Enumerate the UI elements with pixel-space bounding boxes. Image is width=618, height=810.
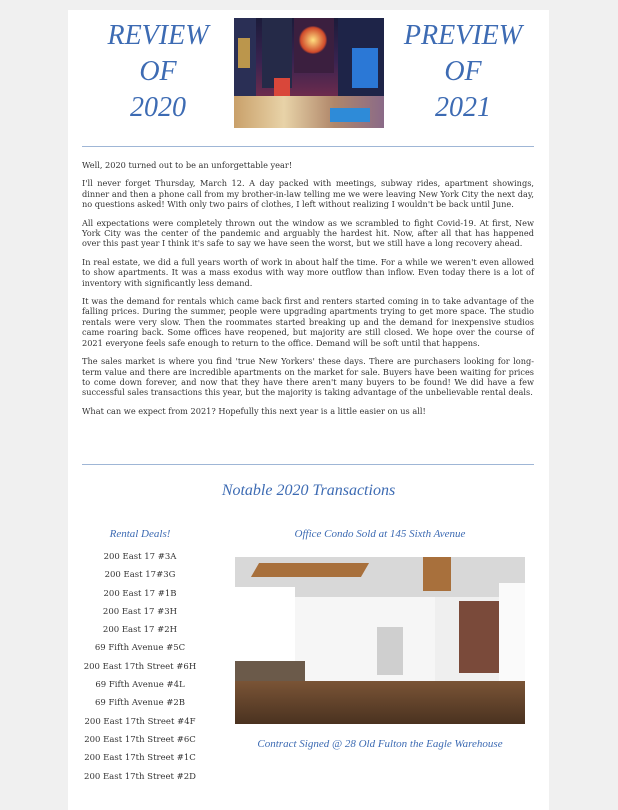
heading-line: 2021 [435,92,491,123]
list-item: 200 East 17 #3A [103,552,177,562]
paragraph: Well, 2020 turned out to be an unforgettable year! [82,160,293,170]
heading-line: OF [139,56,177,87]
rental-deals-heading: Rental Deals! [109,528,171,540]
times-square-photo [234,18,384,128]
paragraph: It was the demand for rentals which came back first and renters started coming in to take advantage of the falling prices. During the summer, people were upgrading apartments trying to get more space. The studio rentals were very slow. Then the roommates started breaking up and the demand for inexpensive studios came roaring back. Some offices have reopened, but majority are still closed. We hope over the course of 2021 everyone feels safe enough to return to the office. Demand will be soft until that happens. [82,296,534,348]
list-item: 200 East 17 #3H [102,606,178,617]
paragraph: All expectations were completely thrown out the window as we scrambled to fight Covid-19. At first, New York City was the center of the pandemic and arguably the hardest hit. Now, after all that has happened over this past year I think it's safe to say we have seen the worst, but we still have a long recovery ahead. [82,217,534,249]
contract-caption: Contract Signed @ 28 Old Fulton the Eagle Warehouse [257,738,503,750]
paragraph: In real estate, we did a full years worth of work in about half the time. For a while we weren't even allowed to show apartments. It was a mass exodus with way more outflow than inflow. Even today there is a lot of inventory with significantly less demand. [82,256,534,288]
paragraph: I'll never forget Thursday, March 12. A day packed with meetings, subway rides, apartment showings, dinner and then a phone call from my brother-in-law telling me we were leaving New York City the next day, no questions asked! With only two pairs of clothes, I left without realizing I wouldn't be back until June. [82,178,534,210]
office-interior-photo [235,557,525,724]
list-item: 200 East 17 #2H [102,625,178,636]
review-2020-heading [88,18,228,126]
newsletter-page [68,10,549,810]
paragraph: What can we expect from 2021? Hopefully this next year is a little easier on us all! [82,405,426,416]
rental-deals-list [80,548,200,786]
list-item: 69 Fifth Avenue #5C [94,643,186,654]
list-item: 200 East 17th Street #1C [84,753,196,764]
list-item: 200 East 17th Street #6C [84,734,196,745]
paragraph: The sales market is where you find 'true New Yorkers' these days. There are purchasers looking for long-term value and there are incredible apartments on the market for sale. Buyers have been waiting for prices to come down forever, and now that they have there aren't many buyers to be found! We did have a few successful sales transactions this year, but the majority is taking advantage of the unbelievable rental deals. [82,356,534,398]
heading-line: REVIEW [107,20,209,51]
letter-body [82,160,534,424]
office-condo-heading: Office Condo Sold at 145 Sixth Avenue [294,528,466,540]
heading-line: PREVIEW [403,20,523,51]
divider [82,464,534,465]
transactions-title: Notable 2020 Transactions [221,482,396,499]
list-item: 200 East 17#3G [104,570,176,581]
preview-2021-heading [388,18,538,126]
list-item: 200 East 17th Street #4F [84,716,196,727]
list-item: 200 East 17th Street #2D [84,771,196,782]
list-item: 200 East 17 #1B [103,588,177,599]
list-item: 200 East 17th Street #6H [83,661,197,672]
list-item: 69 Fifth Avenue #4L [95,680,185,691]
list-item: 69 Fifth Avenue #2B [95,698,185,709]
divider [82,146,534,147]
heading-line: OF [444,56,482,87]
heading-line: 2020 [130,92,186,123]
